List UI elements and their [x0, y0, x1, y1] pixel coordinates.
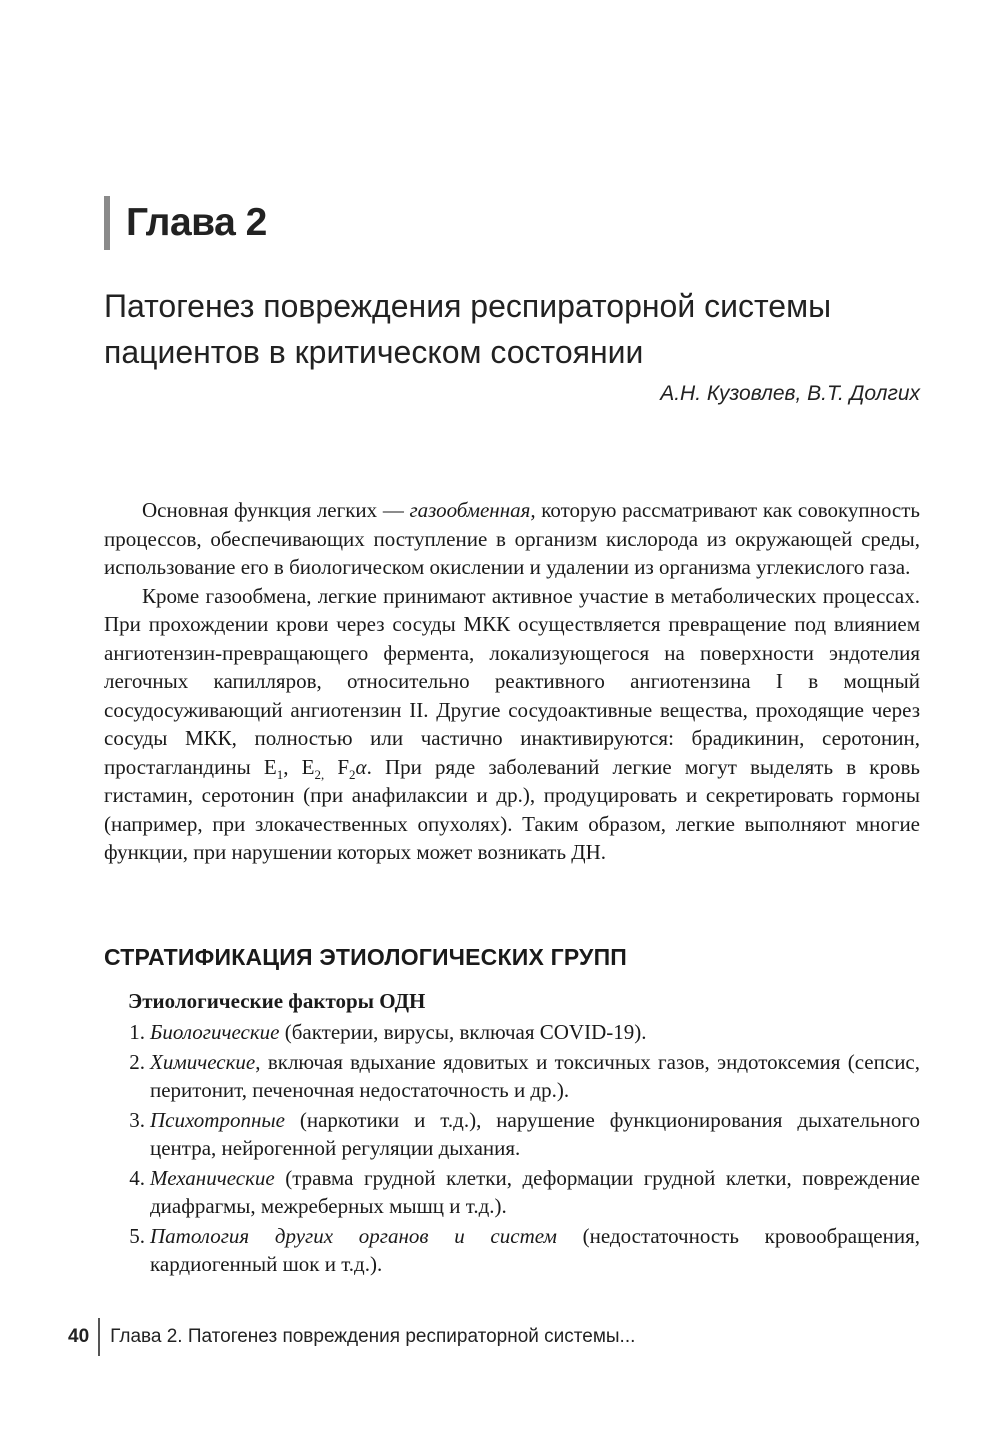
list-item-term: Биологические: [150, 1020, 280, 1044]
subscript-3: 2: [349, 766, 356, 782]
paragraph-2: [104, 582, 920, 867]
list-item: [104, 1164, 920, 1220]
list-item: [104, 1106, 920, 1162]
subscript-1: 1: [276, 766, 284, 782]
list-item-term: Химические: [150, 1050, 256, 1074]
list-item-number: 3.: [129, 1108, 145, 1132]
page-number: 40: [68, 1326, 90, 1347]
list-item-term: Психотропные: [150, 1108, 285, 1132]
list-item-description: (наркотики и т.д.), нарушение функционирования дыхательного центра, нейрогенной регуляции дыхания.: [150, 1108, 920, 1160]
list-item-description: (бактерии, вирусы, включая COVID-19).: [279, 1020, 647, 1044]
subscript-2: 2,: [314, 766, 325, 782]
list-item-text: [150, 1048, 920, 1104]
list-item: [104, 1222, 920, 1278]
chapter-title: Патогенез повреждения респираторной системы пациентов в критическом состоянии: [104, 288, 832, 370]
paragraph-1-lead: Основная функция легких —: [142, 498, 410, 522]
paragraph-2-sep2: F: [324, 754, 350, 779]
alpha-symbol: α: [355, 754, 367, 779]
page-footer: [68, 1318, 635, 1356]
paragraph-1-rest: которую рассматривают как совокупность процессов, обеспечивающих поступление в организм кислорода из окружающей среды, использование его в биологическом окислении и удалении из организма углекислого газа.: [104, 498, 920, 579]
footer-divider: [98, 1318, 100, 1356]
paragraph-1-emphasis: газообменная,: [409, 498, 536, 522]
running-title: Глава 2. Патогенез повреждения респираторной системы...: [110, 1326, 636, 1347]
paragraph-2-part2: . При ряде заболеваний легкие могут выделять в кровь гистамин, серотонин (при анафилаксии и др.), продуцировать и секретировать гормоны (например, при злокачественных опухолях). Таким образом, легкие выполняют многие функции, при нарушении которых может возникать ДН.: [104, 754, 921, 864]
list-item-description: (недостаточность кровообращения, кардиогенный шок и т.д.).: [150, 1224, 920, 1276]
list-item-number: 1.: [129, 1020, 145, 1044]
section-heading: СТРАТИФИКАЦИЯ ЭТИОЛОГИЧЕСКИХ ГРУПП: [104, 944, 628, 970]
list-item-description: , включая вдыхание ядовитых и токсичных газов, эндотоксемия (сепсис, перитонит, печеночная недостаточность и др.).: [150, 1050, 920, 1102]
paragraph-2-part1: Кроме газообмена, легкие принимают активное участие в метаболических процессах. При прохождении крови через сосуды МКК осуществляется превращение под влиянием ангиотензин-превращающего фермента, локализующегося на поверхности эндотелия легочных капилляров, относительно реактивного ангиотензина I в мощный сосудосуживающий ангиотензин II. Другие сосудоактивные вещества, проходящие через сосуды МКК, полностью или частично инактивируются: брадикинин, серотонин, простагландины E: [104, 583, 920, 779]
list-item-number: 5.: [129, 1224, 145, 1248]
chapter-label: Глава 2: [126, 201, 267, 244]
chapter-bar-decoration: [104, 196, 110, 250]
list-item-description: (травма грудной клетки, деформации грудной клетки, повреждение диафрагмы, межреберных мышц и т.д.).: [150, 1166, 920, 1218]
subheading: Этиологические факторы ОДН: [128, 989, 426, 1013]
chapter-header: [104, 196, 267, 250]
list-item-number: 2.: [129, 1050, 145, 1074]
list-item-text: [150, 1164, 920, 1220]
list-item-text: [150, 1106, 920, 1162]
list-item-term: Механические: [150, 1166, 275, 1190]
authors: А.Н. Кузовлев, В.Т. Долгих: [660, 382, 920, 405]
list-item-number: 4.: [129, 1166, 145, 1190]
list-item-term: Патология других органов и систем: [150, 1224, 557, 1248]
list-item-text: [150, 1018, 920, 1046]
paragraph-2-sep1: , E: [283, 754, 315, 779]
etiology-list: [104, 1018, 920, 1278]
list-item: [104, 1048, 920, 1104]
paragraph-1: [104, 496, 920, 582]
body-text: [104, 496, 920, 867]
list-item: [104, 1018, 920, 1046]
etiology-block: [104, 986, 920, 1280]
list-item-text: [150, 1222, 920, 1278]
